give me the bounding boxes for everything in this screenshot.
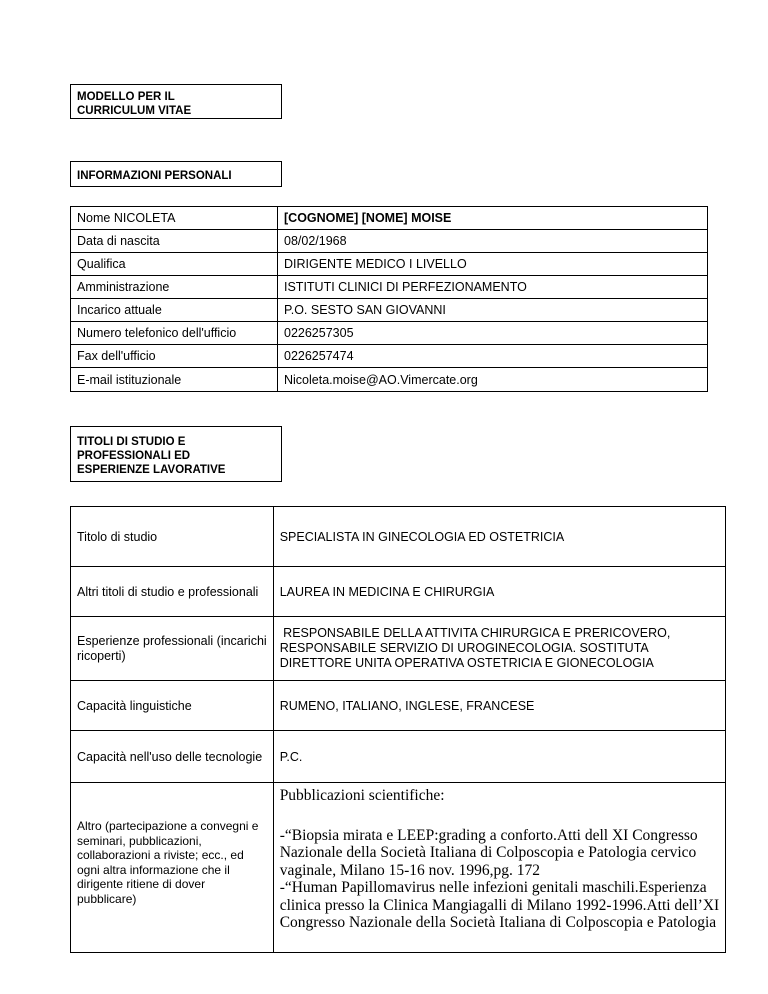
publications-heading: Pubblicazioni scientifiche: (279, 787, 445, 804)
row-value-line: SPECIALISTA IN GINECOLOGIA ED OSTETRICIA (279, 529, 565, 544)
row-label-line: Altri titoli di studio e professionali (77, 584, 259, 599)
table-row (71, 507, 726, 567)
row-value-line: P.C. (279, 749, 303, 764)
publication-line: Congresso Nazionale della Società Italiana di Colposcopia e Patologia (279, 914, 717, 931)
row-label: Data di nascita (71, 230, 278, 253)
altro-label-line: ogni altra informazione che il (77, 862, 230, 877)
row-value (273, 507, 726, 567)
row-value-line: DIRETTORE UNITA OPERATIVA OSTETRICIA E GIONECOLOGIA (279, 656, 654, 670)
table-row (71, 322, 708, 345)
row-label (71, 617, 274, 681)
cv-title-line-2: CURRICULUM VITAE (77, 105, 192, 117)
cv-title-line-1: MODELLO PER IL (77, 91, 175, 103)
titles-heading-line-3: ESPERIENZE LAVORATIVE (77, 464, 226, 476)
row-value (273, 567, 726, 617)
row-label: E-mail istituzionale (71, 368, 278, 392)
row-value: P.O. SESTO SAN GIOVANNI (278, 299, 708, 322)
personal-info-table (70, 206, 708, 392)
publication-line: vaginale, Milano 15-16 nov. 1996,pg. 172 (279, 861, 540, 879)
row-label: Incarico attuale (71, 299, 278, 322)
titles-heading-box (70, 426, 282, 482)
row-label: Numero telefonico dell'ufficio (71, 322, 278, 345)
row-label (71, 731, 274, 783)
row-label (71, 681, 274, 731)
row-value (273, 681, 726, 731)
row-value-line: LAUREA IN MEDICINA E CHIRURGIA (279, 584, 495, 599)
altro-label-line: seminari, pubblicazioni, (77, 833, 202, 848)
row-value: 08/02/1968 (278, 230, 708, 253)
row-label-line: ricoperti) (77, 648, 126, 663)
table-row (71, 368, 708, 392)
table-row (71, 299, 708, 322)
table-row (71, 207, 708, 230)
table-row (71, 345, 708, 368)
altro-label-line: collaborazioni a riviste; ecc., ed (77, 848, 244, 862)
altro-label-line: pubblicare) (77, 891, 137, 906)
row-label: Nome NICOLETA (71, 207, 278, 230)
personal-info-heading-box (70, 161, 282, 187)
publications-cell (273, 783, 726, 953)
table-row (71, 681, 726, 731)
row-label (71, 507, 274, 567)
altro-label-line: Altro (partecipazione a convegni e (77, 819, 259, 833)
personal-info-heading: INFORMAZIONI PERSONALI (77, 170, 232, 182)
row-value: 0226257474 (278, 345, 708, 368)
titles-table (70, 506, 726, 953)
row-label-line: Capacità nell'uso delle tecnologie (77, 749, 263, 764)
table-row (71, 731, 726, 783)
row-label-line: Esperienze professionali (incarichi (77, 633, 267, 648)
table-row (71, 567, 726, 617)
altro-label (71, 783, 274, 953)
row-value-line: RESPONSABILE SERVIZIO DI UROGINECOLOGIA. SOSTITUTA (279, 641, 649, 655)
row-value-line: RESPONSABILE DELLA ATTIVITA CHIRURGICA E PRERICOVERO, (279, 626, 671, 640)
altro-label-line: dirigente ritiene di dover (77, 877, 206, 891)
publication-line: -“Human Papillomavirus nelle infezioni genitali maschili.Esperienza (279, 879, 707, 896)
row-label-line: Capacità linguistiche (77, 698, 192, 713)
table-row (71, 783, 726, 953)
row-value (273, 731, 726, 783)
row-label-line: Titolo di studio (77, 529, 158, 544)
table-row (71, 253, 708, 276)
publication-line: -“Biopsia mirata e LEEP:grading a conforto.Atti dell XI Congresso (279, 826, 698, 844)
cv-title-box (70, 84, 282, 119)
row-value-line: RUMENO, ITALIANO, INGLESE, FRANCESE (279, 698, 535, 713)
table-row (71, 276, 708, 299)
row-value: Nicoleta.moise@AO.Vimercate.org (278, 368, 708, 392)
row-label: Fax dell'ufficio (71, 345, 278, 368)
publication-line: clinica presso la Clinica Mangiagalli di Milano 1992-1996.Atti dell’XI (279, 896, 720, 914)
row-label: Amministrazione (71, 276, 278, 299)
row-label: Qualifica (71, 253, 278, 276)
publication-line: Nazionale della Società Italiana di Colposcopia e Patologia cervico (279, 844, 697, 861)
row-label (71, 567, 274, 617)
row-value (273, 617, 726, 681)
row-value: ISTITUTI CLINICI DI PERFEZIONAMENTO (278, 276, 708, 299)
titles-heading-line-1: TITOLI DI STUDIO E (77, 436, 186, 448)
titles-heading-line-2: PROFESSIONALI ED (77, 450, 191, 462)
row-value: 0226257305 (278, 322, 708, 345)
table-row (71, 230, 708, 253)
row-value: [COGNOME] [NOME] MOISE (278, 207, 708, 230)
row-value: DIRIGENTE MEDICO I LIVELLO (278, 253, 708, 276)
table-row (71, 617, 726, 681)
